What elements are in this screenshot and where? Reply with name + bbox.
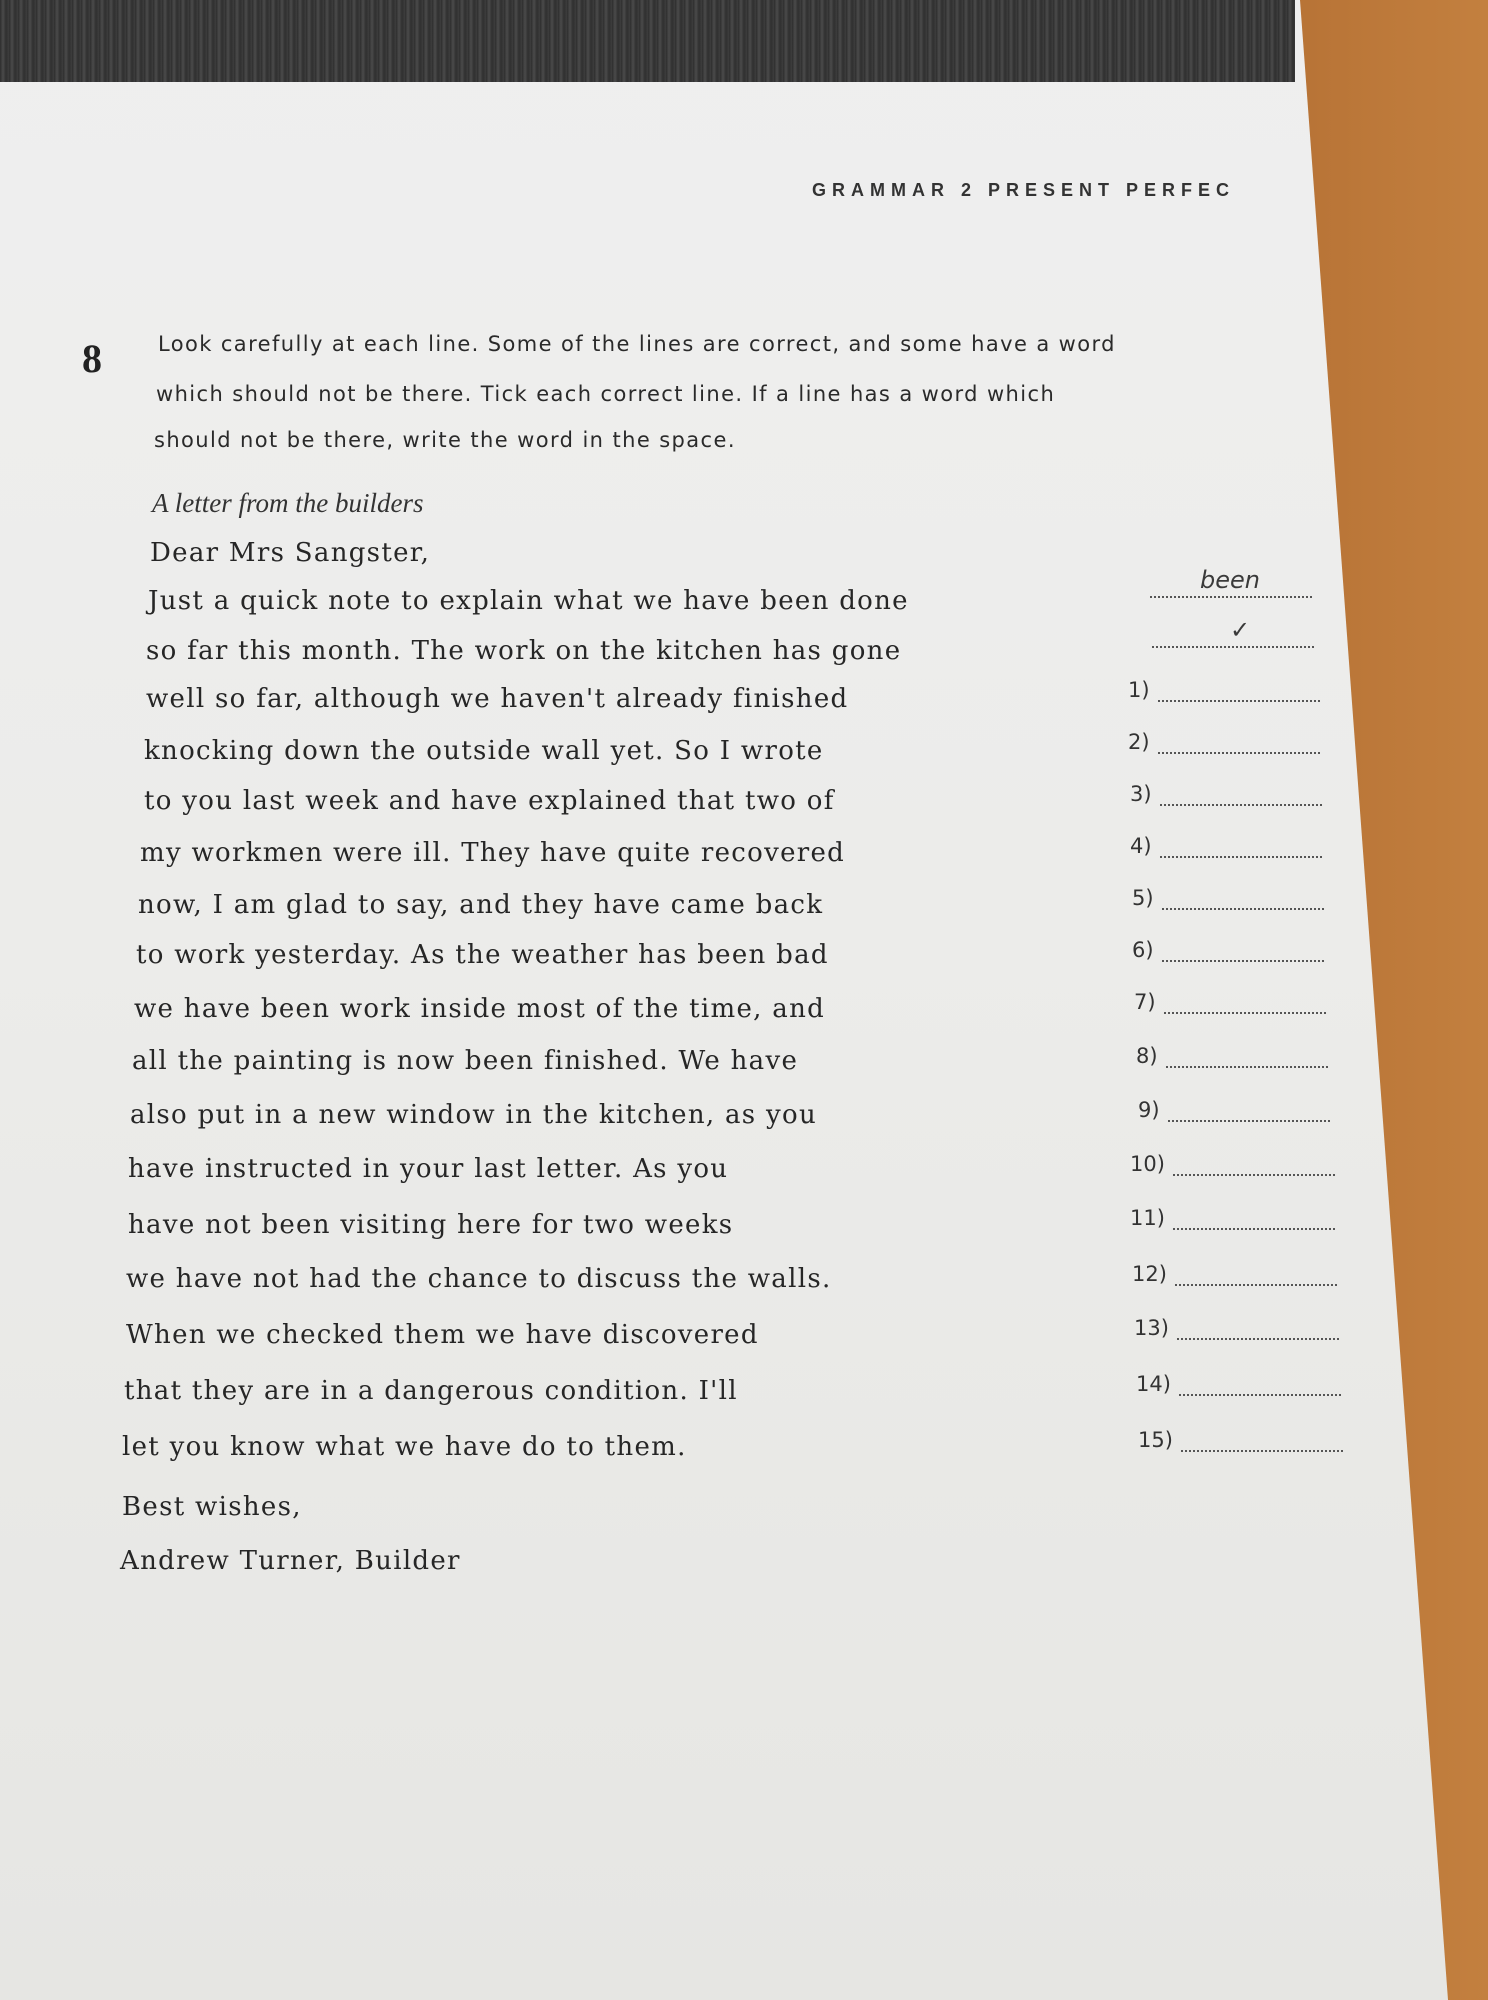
running-head: GRAMMAR 2 PRESENT PERFEC xyxy=(812,180,1236,200)
instruction-line: Look carefully at each line. Some of the lines are correct, and some have a word xyxy=(158,332,1116,356)
answer-label: 10) xyxy=(1130,1152,1165,1176)
answer-blank[interactable] xyxy=(1166,1042,1328,1068)
answer-row xyxy=(1130,780,1322,810)
answer-row xyxy=(1132,936,1324,966)
letter-line: now, I am glad to say, and they have came back xyxy=(138,890,824,920)
letter-line: to you last week and have explained that two of xyxy=(144,786,835,816)
letter-line: knocking down the outside wall yet. So I wrote xyxy=(144,736,824,766)
answer-row xyxy=(1134,1314,1339,1344)
handwritten-tick: ✓ xyxy=(1230,616,1251,644)
answer-label: 13) xyxy=(1134,1316,1169,1340)
answer-label: 7) xyxy=(1134,990,1156,1014)
instruction-line: should not be there, write the word in the space. xyxy=(154,428,736,452)
answer-row xyxy=(1130,1150,1335,1180)
letter-line: well so far, although we haven't already finished xyxy=(146,684,849,714)
answer-blank[interactable] xyxy=(1173,1150,1335,1176)
letter-line: all the painting is now been finished. We have xyxy=(132,1046,799,1076)
answer-label: 8) xyxy=(1136,1044,1158,1068)
answer-label: 11) xyxy=(1130,1206,1165,1230)
answer-blank[interactable] xyxy=(1168,1096,1330,1122)
answer-row xyxy=(1136,1042,1328,1072)
letter-title: A letter from the builders xyxy=(152,488,424,518)
letter-line: also put in a new window in the kitchen, as you xyxy=(130,1100,818,1130)
answer-example-1 xyxy=(1142,566,1312,602)
handwritten-answer: been xyxy=(1200,566,1260,594)
answer-blank[interactable] xyxy=(1179,1370,1341,1396)
answer-blank[interactable] xyxy=(1164,988,1326,1014)
letter-salutation: Dear Mrs Sangster, xyxy=(150,538,431,568)
letter-line: we have been work inside most of the time, and xyxy=(134,994,826,1024)
answer-row xyxy=(1138,1426,1343,1456)
answer-label: 2) xyxy=(1128,730,1150,754)
answer-row xyxy=(1136,1370,1341,1400)
answer-blank[interactable] xyxy=(1152,616,1314,648)
answer-blank[interactable] xyxy=(1158,728,1320,754)
instruction-line: which should not be there. Tick each correct line. If a line has a word which xyxy=(156,382,1056,406)
answer-row xyxy=(1130,1204,1335,1234)
answer-label: 14) xyxy=(1136,1372,1171,1396)
answer-label: 3) xyxy=(1130,782,1152,806)
answer-example-2 xyxy=(1144,616,1314,652)
answer-label: 12) xyxy=(1132,1262,1167,1286)
answer-blank[interactable] xyxy=(1177,1314,1339,1340)
letter-line: have not been visiting here for two weeks xyxy=(128,1210,734,1240)
letter-line: so far this month. The work on the kitchen has gone xyxy=(146,636,902,666)
answer-row xyxy=(1128,728,1320,758)
answer-blank[interactable] xyxy=(1150,566,1312,598)
answer-label: 5) xyxy=(1132,886,1154,910)
answer-label: 1) xyxy=(1128,678,1150,702)
letter-line: Just a quick note to explain what we have been done xyxy=(148,586,909,616)
answer-row xyxy=(1138,1096,1330,1126)
answer-blank[interactable] xyxy=(1158,676,1320,702)
answer-blank[interactable] xyxy=(1175,1260,1337,1286)
letter-line: my workmen were ill. They have quite recovered xyxy=(140,838,846,868)
answer-label: 9) xyxy=(1138,1098,1160,1122)
answer-blank[interactable] xyxy=(1160,780,1322,806)
answer-label: 6) xyxy=(1132,938,1154,962)
answer-blank[interactable] xyxy=(1162,884,1324,910)
answer-row xyxy=(1128,676,1320,706)
answer-label: 4) xyxy=(1130,834,1152,858)
answer-row xyxy=(1130,832,1322,862)
answer-blank[interactable] xyxy=(1160,832,1322,858)
letter-signature: Andrew Turner, Builder xyxy=(120,1546,461,1576)
letter-line: that they are in a dangerous condition. I'll xyxy=(124,1376,738,1406)
letter-line: When we checked them we have discovered xyxy=(126,1320,759,1350)
page-header-band xyxy=(0,0,1295,82)
answer-blank[interactable] xyxy=(1181,1426,1343,1452)
answer-label: 15) xyxy=(1138,1428,1173,1452)
exercise-number: 8 xyxy=(82,336,102,381)
answer-blank[interactable] xyxy=(1173,1204,1335,1230)
letter-line: let you know what we have do to them. xyxy=(122,1432,687,1462)
letter-line: to work yesterday. As the weather has been bad xyxy=(136,940,829,970)
letter-line: we have not had the chance to discuss the walls. xyxy=(126,1264,832,1294)
letter-line: have instructed in your last letter. As you xyxy=(128,1154,729,1184)
answer-row xyxy=(1134,988,1326,1018)
answer-row xyxy=(1132,1260,1337,1290)
answer-blank[interactable] xyxy=(1162,936,1324,962)
letter-closing: Best wishes, xyxy=(122,1492,302,1522)
answer-row xyxy=(1132,884,1324,914)
